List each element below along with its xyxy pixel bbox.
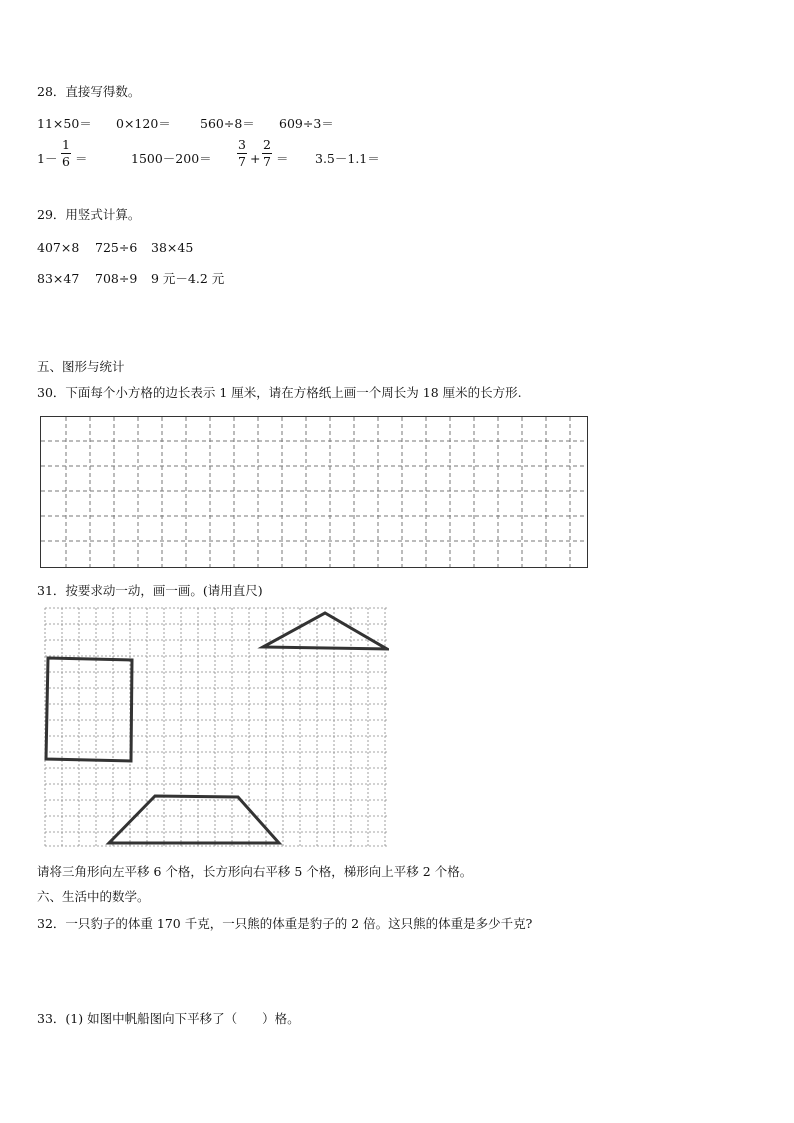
triangle-shape (263, 613, 387, 649)
q31-grid-figure[interactable] (44, 607, 389, 847)
q30-grid-paper[interactable] (40, 416, 588, 568)
q33-text: 33．(1) 如图中帆船图向下平移了（ ）格。 (37, 1011, 300, 1026)
q32-text: 32．一只豹子的体重 170 千克，一只熊的体重是豹子的 2 倍。这只熊的体重是多少千克? (37, 916, 533, 931)
trapezoid-shape (109, 796, 279, 843)
fraction-denominator: 6 (62, 154, 70, 169)
fraction-numerator: 2 (263, 137, 271, 152)
q29-expr-3: 38×45 (151, 240, 194, 255)
q28-expr-7-equals: ＝ (276, 151, 289, 166)
q28-expr-5-equals: ＝ (75, 151, 88, 166)
q31-title: 31．按要求动一动，画一画。(请用直尺) (37, 583, 263, 598)
q29-expr-5: 708÷9 (95, 271, 138, 286)
q29-expr-1: 407×8 (37, 240, 80, 255)
fraction-numerator: 1 (62, 137, 70, 152)
rectangle-shape (46, 658, 132, 761)
q28-expr-5-prefix: 1－ (37, 151, 58, 166)
fraction-three-sevenths (237, 138, 247, 169)
fraction-denominator: 7 (263, 154, 271, 169)
fraction-numerator: 3 (238, 137, 246, 152)
q29-expr-2: 725÷6 (95, 240, 138, 255)
fraction-two-sevenths (262, 138, 272, 169)
q28-title: 28．直接写得数。 (37, 84, 141, 99)
fraction-denominator: 7 (238, 154, 246, 169)
plus-sign: + (250, 151, 261, 166)
section-5-heading: 五、图形与统计 (37, 359, 125, 374)
q29-expr-4: 83×47 (37, 271, 80, 286)
q28-expr-3: 560÷8＝ (200, 116, 255, 131)
q30-text: 30．下面每个小方格的边长表示 1 厘米，请在方格纸上画一个周长为 18 厘米的长方形. (37, 385, 522, 400)
grid-lines (41, 417, 587, 567)
section-6-heading: 六、生活中的数学。 (37, 889, 150, 904)
q28-expr-6: 1500－200＝ (131, 151, 212, 166)
q29-title: 29．用竖式计算。 (37, 207, 141, 222)
grid-lines (45, 608, 388, 846)
q28-expr-1: 11×50＝ (37, 116, 92, 131)
grid-border (41, 417, 588, 568)
q31-instruction: 请将三角形向左平移 6 个格，长方形向右平移 5 个格，梯形向上平移 2 个格。 (37, 864, 473, 879)
fraction-one-sixth (61, 138, 71, 169)
q28-expr-8: 3.5－1.1＝ (315, 151, 380, 166)
q29-expr-6: 9 元－4.2 元 (151, 271, 225, 286)
q28-expr-4: 609÷3＝ (279, 116, 334, 131)
q28-expr-2: 0×120＝ (116, 116, 171, 131)
